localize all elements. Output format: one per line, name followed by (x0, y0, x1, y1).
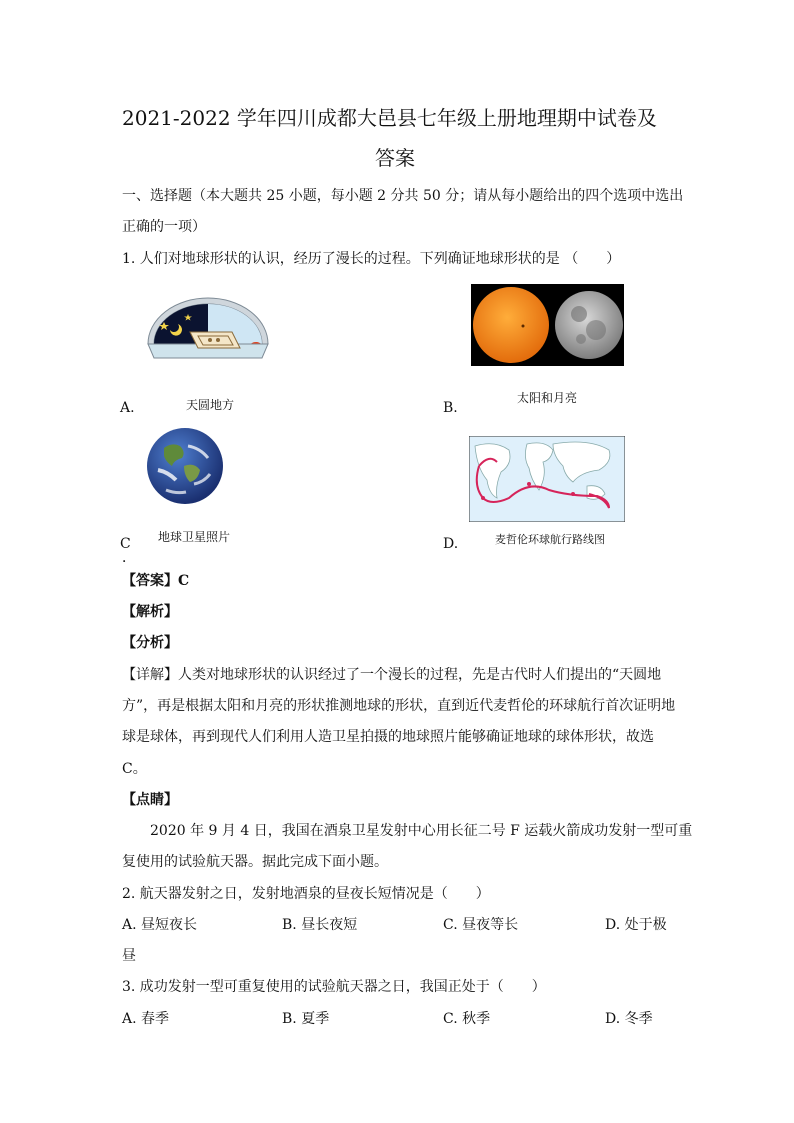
q2-option-c: C. 昼夜等长 (443, 917, 519, 933)
q2-option-a: A. 昼短夜长 (122, 917, 198, 933)
option-d-letter: D. (443, 536, 459, 552)
dianjing-label: 【点睛】 (122, 792, 178, 808)
route-map-figure (469, 436, 625, 522)
fenxi-label: 【分析】 (122, 635, 178, 651)
option-b-letter: B. (443, 400, 458, 416)
q3-option-b: B. 夏季 (282, 1011, 330, 1027)
option-a-letter: A. (120, 400, 135, 416)
earth-photo-figure (144, 426, 226, 506)
q3-option-c: C. 秋季 (443, 1011, 491, 1027)
sky-dome-figure (144, 296, 272, 374)
q3-option-d: D. 冬季 (605, 1011, 653, 1027)
option-b-caption: 太阳和月亮 (517, 391, 578, 405)
option-c-caption: 地球卫星照片 (158, 530, 231, 544)
option-c-dot: ． (122, 550, 136, 566)
page-title-line2: 答案 (375, 146, 415, 170)
sun-moon-figure (471, 284, 624, 366)
q2-option-d-wrap: 昼 (122, 948, 136, 964)
q3-option-a: A. 春季 (122, 1011, 170, 1027)
option-a-caption: 天圆地方 (186, 398, 235, 412)
answer-label: 【答案】C (122, 573, 190, 589)
passage-line-1: 2020 年 9 月 4 日，我国在酒泉卫星发射中心用长征二号 F 运载火箭成功发射一型可重 (150, 823, 693, 839)
option-d-caption: 麦哲伦环球航行路线图 (495, 533, 605, 546)
detail-line-3: 球是球体，再到现代人们利用人造卫星拍摄的地球照片能够确证地球的球体形状，故选 (122, 729, 654, 745)
q2-option-b: B. 昼长夜短 (282, 917, 358, 933)
detail-line-2: 方”，再是根据太阳和月亮的形状推测地球的形状，直到近代麦哲伦的环球航行首次证明地 (122, 698, 676, 714)
analysis-label: 【解析】 (122, 604, 178, 620)
section-header: 一、选择题（本大题共 25 小题，每小题 2 分共 50 分；请从每小题给出的四个选项中选出 (122, 188, 684, 204)
option-c-letter: C (120, 536, 131, 552)
detail-line-1: 【详解】人类对地球形状的认识经过了一个漫长的过程，先是古代时人们提出的“天圆地 (122, 667, 662, 683)
passage-line-2: 复使用的试验航天器。据此完成下面小题。 (122, 854, 388, 870)
question-1-stem: 1. 人们对地球形状的认识，经历了漫长的过程。下列确证地球形状的是 （ ） (122, 251, 621, 267)
detail-line-4: C。 (122, 761, 147, 777)
question-3-stem: 3. 成功发射一型可重复使用的试验航天器之日，我国正处于（ ） (122, 979, 546, 995)
section-header-wrap: 正确的一项） (122, 219, 206, 235)
page-title-line1: 2021-2022 学年四川成都大邑县七年级上册地理期中试卷及 (122, 106, 657, 130)
question-2-stem: 2. 航天器发射之日，发射地酒泉的昼夜长短情况是（ ） (122, 886, 490, 902)
q2-option-d: D. 处于极 (605, 917, 667, 933)
